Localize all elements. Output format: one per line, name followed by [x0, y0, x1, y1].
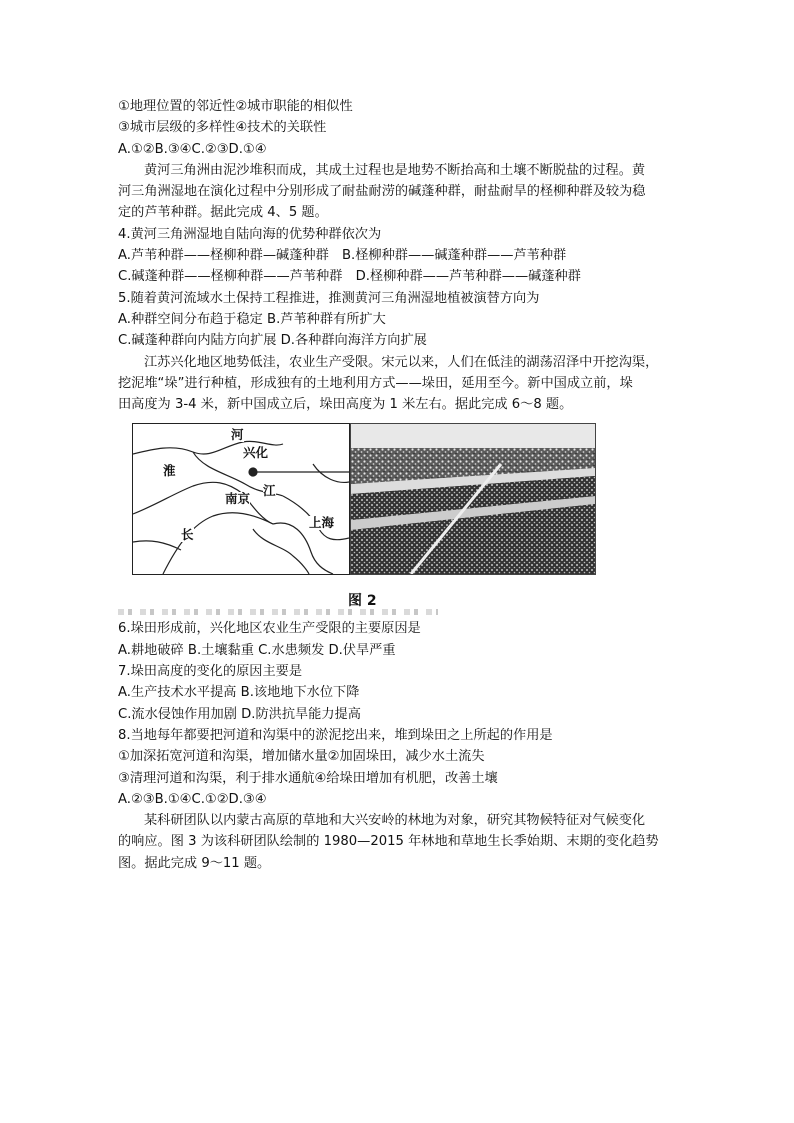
option-line: ①地理位置的邻近性②城市职能的相似性	[118, 99, 353, 114]
question-8-options: A.②③B.①④C.①②D.③④	[118, 791, 267, 807]
question-7-options-ab: A.生产技术水平提高 B.该地地下水位下降	[118, 685, 360, 701]
passage-line: 某科研团队以内蒙古高原的草地和大兴安岭的林地为对象，研究其物候特征对气候变化	[144, 813, 646, 829]
figure-2	[118, 421, 678, 616]
answer-choices: A.①②B.③④C.②③D.①④	[118, 141, 267, 157]
question-6: 6.垛田形成前，兴化地区农业生产受限的主要原因是	[118, 621, 421, 637]
label-huai: 淮	[163, 463, 176, 479]
passage-line: 挖泥堆“垛”进行种植，形成独有的土地利用方式——垛田，延用至今。新中国成立前，垛	[118, 375, 633, 391]
question-8: 8.当地每年都要把河道和沟渠中的淤泥挖出来，堆到垛田之上所起的作用是	[118, 727, 553, 743]
photo-drawing	[351, 424, 595, 574]
question-5: 5.随着黄河流域水土保持工程推进，推测黄河三角洲湿地植被演替方向为	[118, 290, 540, 306]
label-he: 河	[231, 427, 244, 443]
passage-line: 黄河三角洲由泥沙堆积而成，其成土过程也是地势不断抬高和土壤不断脱盐的过程。黄	[144, 162, 646, 178]
question-6-options: A.耕地破碎 B.土壤黏重 C.水患频发 D.伏旱严重	[118, 642, 396, 658]
label-chang: 长	[181, 527, 194, 543]
passage-line: 定的芦苇种群。据此完成 4、5 题。	[118, 205, 328, 221]
question-7: 7.垛田高度的变化的原因主要是	[118, 664, 303, 680]
option-line: ③城市层级的多样性④技术的关联性	[118, 120, 327, 136]
passage-line: 田高度为 3-4 米，新中国成立后，垛田高度为 1 米左右。据此完成 6～8 题。	[118, 397, 573, 413]
question-4-options-ab: A.芦苇种群——柽柳种群—碱蓬种群 B.柽柳种群——碱蓬种群——芦苇种群	[118, 248, 567, 264]
question-5-options-cd: C.碱蓬种群向内陆方向扩展 D.各种群向海洋方向扩展	[118, 333, 427, 349]
question-8-statements-12: ①加深拓宽河道和沟渠，增加储水量②加固垛田，减少水土流失	[118, 749, 485, 765]
passage-line: 江苏兴化地区地势低洼，农业生产受限。宋元以来，人们在低洼的湖荡沼泽中开挖沟渠，	[144, 354, 659, 370]
label-nanjing: 南京	[225, 491, 251, 507]
question-7-options-cd: C.流水侵蚀作用加剧 D.防洪抗旱能力提高	[118, 706, 361, 722]
passage-line: 的响应。图 3 为该科研团队绘制的 1980—2015 年林地和草地生长季始期、末期的变化趋势	[118, 834, 659, 850]
passage-line: 河三角洲湿地在演化过程中分别形成了耐盐耐涝的碱蓬种群，耐盐耐旱的柽柳种群及较为稳	[118, 184, 646, 200]
figure-caption: 图 2	[348, 593, 377, 610]
label-jiang: 江	[263, 483, 276, 499]
document-page	[118, 96, 678, 874]
location-map	[132, 423, 350, 575]
label-shanghai: 上海	[309, 515, 335, 531]
question-5-options-ab: A.种群空间分布趋于稳定 B.芦苇种群有所扩大	[118, 311, 386, 327]
question-4: 4.黄河三角洲湿地自陆向海的优势种群依次为	[118, 226, 382, 242]
passage-line: 图。据此完成 9～11 题。	[118, 855, 271, 871]
question-4-options-cd: C.碱蓬种群——柽柳种群——芦苇种群 D.柽柳种群——芦苇种群——碱蓬种群	[118, 269, 581, 285]
label-xinghua: 兴化	[243, 445, 269, 461]
duotian-photo	[350, 423, 596, 575]
question-8-statements-34: ③清理河道和沟渠，利于排水通航④给垛田增加有机肥，改善土壤	[118, 770, 498, 786]
scan-artifact	[118, 609, 438, 615]
